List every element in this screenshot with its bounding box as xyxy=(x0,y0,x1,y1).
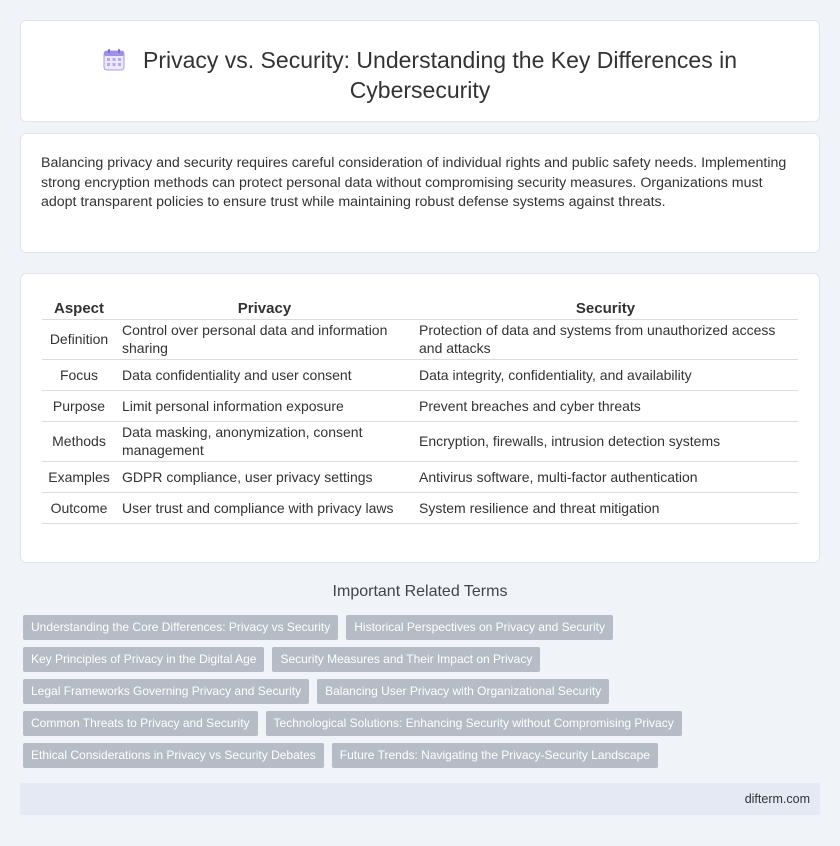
cell-aspect: Methods xyxy=(42,421,116,461)
related-term-link[interactable]: Future Trends: Navigating the Privacy-Security Landscape xyxy=(332,743,658,768)
table-row xyxy=(42,319,798,359)
table-row xyxy=(42,492,798,523)
table-row xyxy=(42,421,798,461)
cell-security: Data integrity, confidentiality, and availability xyxy=(413,359,798,390)
title-line-1: Privacy vs. Security: Understanding the Key Differences in xyxy=(142,47,737,73)
tag-row xyxy=(23,647,540,672)
tag-row xyxy=(23,679,609,704)
comparison-table xyxy=(42,295,798,524)
related-term-link[interactable]: Legal Frameworks Governing Privacy and Security xyxy=(23,679,309,704)
cell-privacy: Data confidentiality and user consent xyxy=(116,359,413,390)
table-row xyxy=(42,359,798,390)
footer-bar xyxy=(20,783,820,815)
tag-row xyxy=(23,711,682,736)
table-row xyxy=(42,461,798,492)
related-term-link[interactable]: Technological Solutions: Enhancing Security without Compromising Privacy xyxy=(266,711,682,736)
cell-aspect: Purpose xyxy=(42,390,116,421)
cell-privacy: User trust and compliance with privacy laws xyxy=(116,492,413,523)
cell-aspect: Definition xyxy=(42,319,116,359)
header-security: Security xyxy=(413,295,798,319)
cell-privacy: Limit personal information exposure xyxy=(116,390,413,421)
title-line-2: Cybersecurity xyxy=(349,77,491,103)
intro-card xyxy=(20,133,820,253)
calendar-icon xyxy=(103,49,125,71)
cell-privacy: Control over personal data and information sharing xyxy=(116,319,413,359)
related-term-link[interactable]: Understanding the Core Differences: Privacy vs Security xyxy=(23,615,338,640)
footer-site-link[interactable]: difterm.com xyxy=(744,792,810,806)
related-term-link[interactable]: Common Threats to Privacy and Security xyxy=(23,711,258,736)
related-term-link[interactable]: Balancing User Privacy with Organizational Security xyxy=(317,679,609,704)
related-term-link[interactable]: Key Principles of Privacy in the Digital Age xyxy=(23,647,264,672)
cell-aspect: Focus xyxy=(42,359,116,390)
page-title xyxy=(21,45,819,105)
related-terms-title: Important Related Terms xyxy=(332,583,508,600)
header-privacy: Privacy xyxy=(116,295,413,319)
comparison-card xyxy=(20,273,820,563)
cell-aspect: Examples xyxy=(42,461,116,492)
cell-security: Encryption, firewalls, intrusion detection systems xyxy=(413,421,798,461)
related-term-link[interactable]: Security Measures and Their Impact on Privacy xyxy=(272,647,540,672)
header-aspect: Aspect xyxy=(42,295,116,319)
tag-row xyxy=(23,743,658,768)
cell-security: Antivirus software, multi-factor authentication xyxy=(413,461,798,492)
cell-privacy: GDPR compliance, user privacy settings xyxy=(116,461,413,492)
related-term-link[interactable]: Historical Perspectives on Privacy and Security xyxy=(346,615,613,640)
cell-aspect: Outcome xyxy=(42,492,116,523)
related-term-link[interactable]: Ethical Considerations in Privacy vs Security Debates xyxy=(23,743,324,768)
cell-security: Protection of data and systems from unauthorized access and attacks xyxy=(413,319,798,359)
cell-security: System resilience and threat mitigation xyxy=(413,492,798,523)
cell-security: Prevent breaches and cyber threats xyxy=(413,390,798,421)
cell-privacy: Data masking, anonymization, consent management xyxy=(116,421,413,461)
tag-row xyxy=(23,615,613,640)
table-row xyxy=(42,390,798,421)
intro-text: Balancing privacy and security requires careful consideration of individual rights and public safety needs. Implementing strong encryption methods can protect personal data without compromising security measures. Organizations must adopt transparent policies to ensure trust while maintaining robust defense systems against threats. xyxy=(41,155,787,210)
header-card xyxy=(20,20,820,122)
